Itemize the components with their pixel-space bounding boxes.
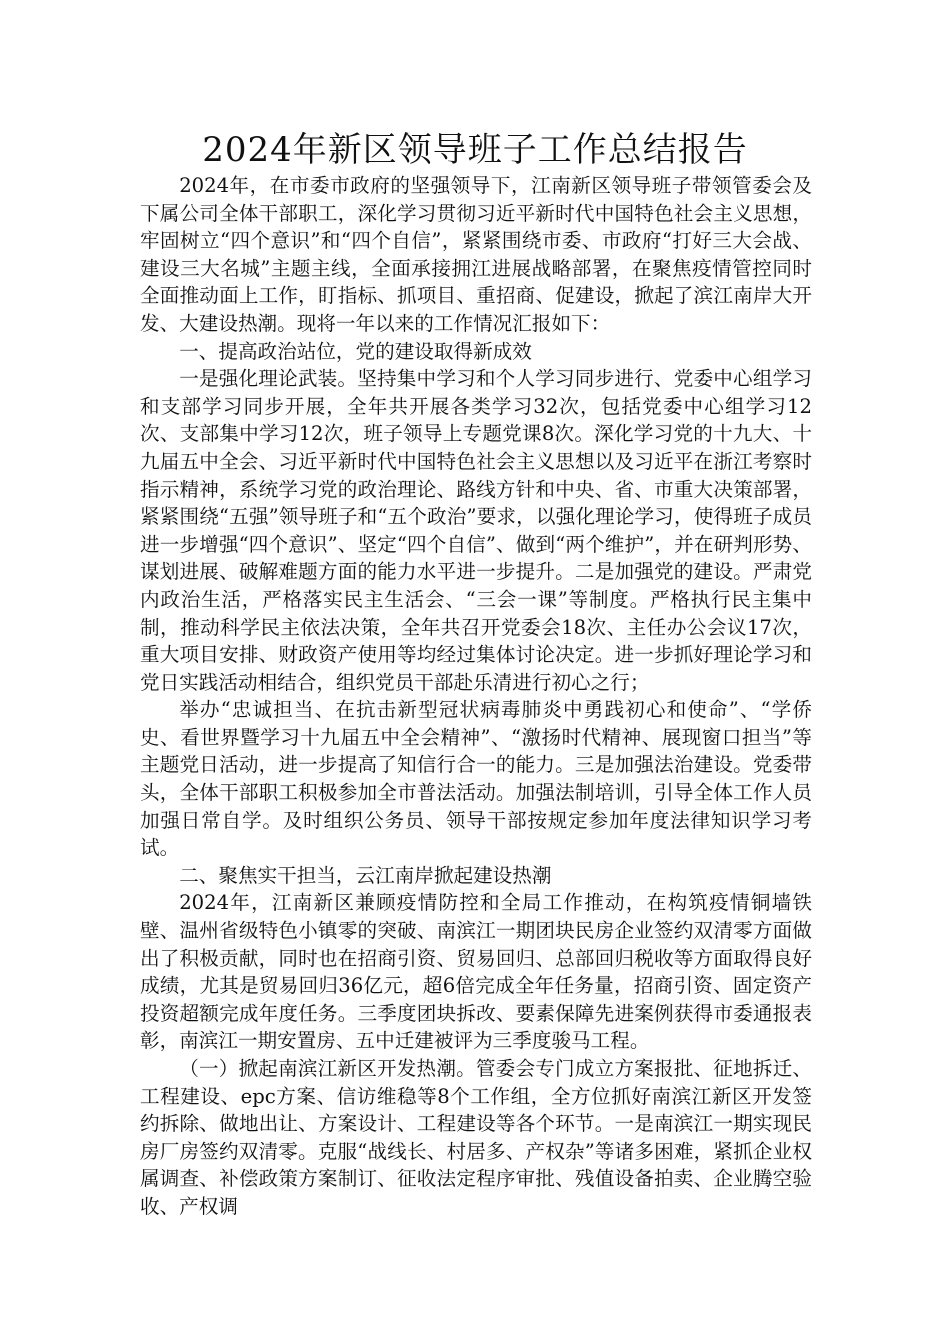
paragraph-intro: 2024年，在市委市政府的坚强领导下，江南新区领导班子带领管委会及下属公司全体干部职工，深化学习贯彻习近平新时代中国特色社会主义思想，牢固树立“四个意识”和“四个自信”，紧紧围绕市委、市政府“打好三大会战、建设三大名城”主题主线，全面承接拥江进展战略部署，在聚焦疫情管控同时全面推动面上工作，盯指标、抓项目、重招商、促建设，掀起了滨江南岸大开发、大建设热潮。现将一年以来的工作情况汇报如下： <box>140 174 812 335</box>
paragraph-section-1-body: 一是强化理论武装。坚持集中学习和个人学习同步进行、党委中心组学习和支部学习同步开展，全年共开展各类学习32次，包括党委中心组学习12次、支部集中学习12次，班子领导上专题党课8次。深化学习党的十九大、十九届五中全会、习近平新时代中国特色社会主义思想以及习近平在浙江考察时指示精神，系统学习党的政治理论、路线方针和中央、省、市重大决策部署，紧紧围绕“五强”领导班子和“五个政治”要求，以强化理论学习，使得班子成员进一步增强“四个意识”、坚定“四个自信”、做到“两个维护”，并在研判形势、谋划进展、破解难题方面的能力水平进一步提升。二是加强党的建设。严肃党内政治生活，严格落实民主生活会、“三会一课”等制度。严格执行民主集中制，推动科学民主依法决策，全年共召开党委会18次、主任办公会议17次，重大项目安排、财政资产使用等均经过集体讨论决定。进一步抓好理论学习和党日实践活动相结合，组织党员干部赴乐清进行初心之行； <box>140 367 812 694</box>
document-title: 2024年新区领导班子工作总结报告 <box>202 130 748 170</box>
paragraph-section-2-body: 2024年，江南新区兼顾疫情防控和全局工作推动，在构筑疫情铜墙铁壁、温州省级特色小镇零的突破、南滨江一期团块民房企业签约双清零方面做出了积极贡献，同时也在招商引资、贸易回归、总部回归税收等方面取得良好成绩，尤其是贸易回归36亿元，超6倍完成全年任务量，招商引资、固定资产投资超额完成年度任务。三季度团块拆改、要素保障先进案例获得市委通报表彰，南滨江一期安置房、五中迁建被评为三季度骏马工程。 <box>140 891 812 1053</box>
document-body <box>140 172 812 1221</box>
section-heading-2: 二、聚焦实干担当，云江南岸掀起建设热潮 <box>179 863 552 887</box>
section-heading-1: 一、提高政治站位，党的建设取得新成效 <box>179 339 532 363</box>
paragraph-subsection-1: （一）掀起南滨江新区开发热潮。管委会专门成立方案报批、征地拆迁、工程建设、epc方案、信访维稳等8个工作组，全方位抓好南滨江新区开发签约拆除、做地出让、方案设计、工程建设等各个环节。一是南滨江一期实现民房厂房签约双清零。克服“战线长、村居多、产权杂”等诸多困难，紧抓企业权属调查、补偿政策方案制订、征收法定程序审批、残值设备拍卖、企业腾空验收、产权调 <box>140 1057 812 1218</box>
paragraph-section-1-activities: 举办“忠诚担当、在抗击新型冠状病毒肺炎中勇践初心和使命”、“学侨史、看世界暨学习十九届五中全会精神”、“激扬时代精神、展现窗口担当”等主题党日活动，进一步提高了知信行合一的能力。三是加强法治建设。党委带头，全体干部职工积极参加全市普法活动。加强法制培训，引导全体工作人员加强日常自学。及时组织公务员、领导干部按规定参加年度法律知识学习考试。 <box>140 698 812 860</box>
